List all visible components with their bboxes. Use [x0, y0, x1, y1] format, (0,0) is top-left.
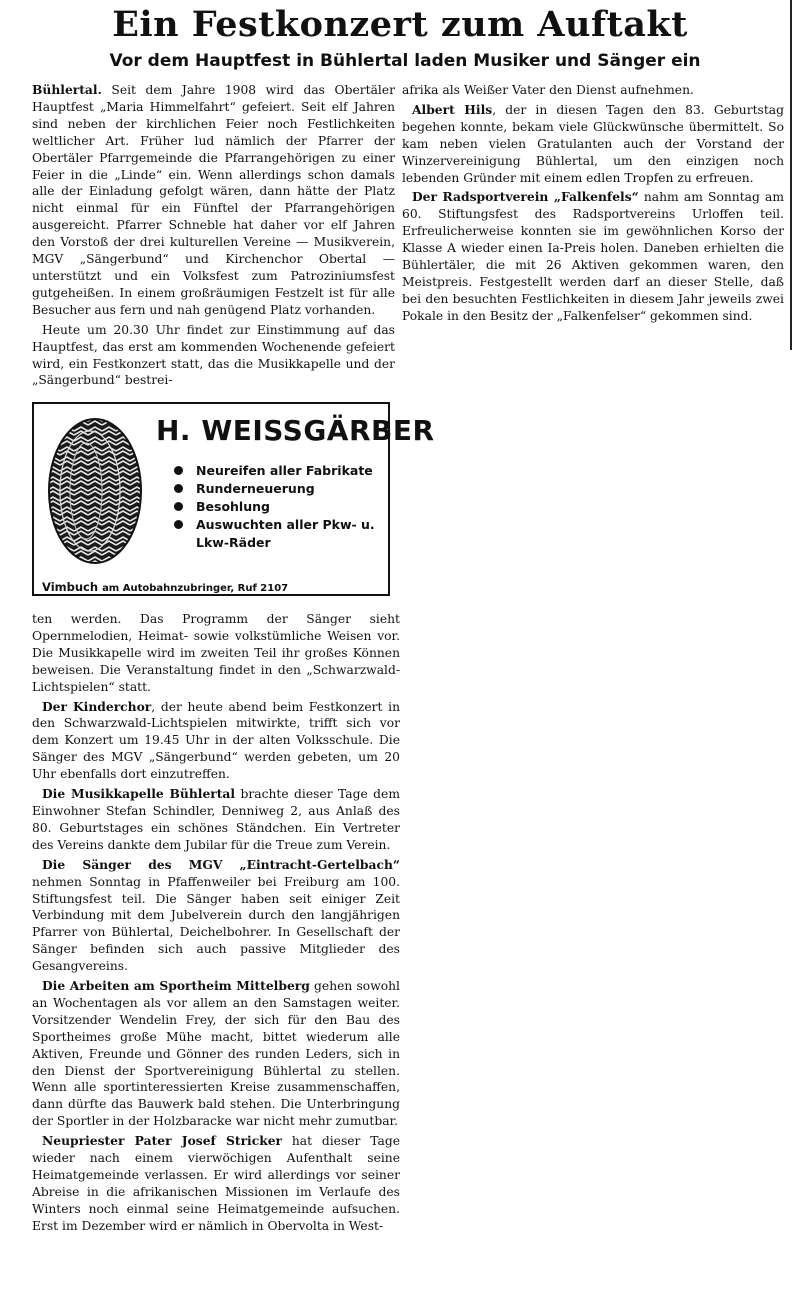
- paragraph-text: Seit dem Jahre 1908 wird das Obertäler Hauptfest „Maria Himmelfahrt“ gefeiert. Seit elf Jahren sind neben der kirchlichen Feier noch Festlichkeiten weltlicher Art. Früher lud nämlich der Pfarrer der Obertäler Pfarrgemeinde die Pfarrangehörigen zu einer Feier in die „Linde“ ein. Wenn allerdings schon damals alle der Einladung gefolgt wären, dann hätte der Platz nicht einmal für ein Fünftel der Pfarrangehörigen ausgereicht. Pfarrer Schneble hat daher vor elf Jahren den Vorstoß der drei kulturellen Vereine — Musikverein, MGV „Sängerbund“ und Kirchenchor Obertal — unterstützt und ein Volksfest zum Patroziniumsfest gutgeheißen. In einem großräumigen Festzelt ist für alle Besucher aus fern und nah genügend Platz vorhanden.: [32, 83, 395, 317]
- column-left-top: [32, 82, 395, 389]
- paragraph-text: nahm am Sonntag am 60. Stiftungsfest des Radsportvereins Urloffen teil. Erfreulicherweise konnten sie im gewöhnlichen Korso der Klasse A wieder einen Ia-Preis holen. Daneben erhielten die Bühlertäler, die mit 26 Aktiven gekommen waren, den Meistpreis. Festgestellt werden darf an dieser Stelle, daß bei den besuchten Festlichkeiten in diesem Jahr jeweils zwei Pokale in den Besitz der „Falkenfelser“ gekommen sind.: [402, 190, 785, 323]
- column-divider: [790, 0, 792, 350]
- paragraph-lead: Die Sänger des MGV „Eintracht-Gertelbach“: [42, 856, 400, 872]
- ad-footer-place: Vimbuch: [42, 580, 99, 594]
- paragraph-lead: Neupriester Pater Josef Stricker: [42, 1133, 283, 1149]
- paragraph: ten werden. Das Programm der Sänger sieht Opernmelodien, Heimat- sowie volkstümliche Weisen vor. Die Musikkapelle wird im zweiten Teil ihr großes Können beweisen. Die Veranstaltung findet in den „Schwarzwald-Lichtspielen“ statt.: [32, 612, 400, 694]
- subheadline: Vor dem Hauptfest in Bühlertal laden Musiker und Sänger ein: [109, 51, 701, 71]
- paragraph: [32, 699, 400, 784]
- paragraph-text: , der heute abend beim Festkonzert in den Schwarzwald-Lichtspielen mitwirkte, trifft sich vor dem Konzert um 19.45 Uhr in der alten Volksschule. Die Sänger des MGV „Sängerbund“ werden gebeten, um 20 Uhr ebenfalls dort einzutreffen.: [32, 699, 400, 782]
- paragraph-lead: Die Musikkapelle Bühlertal: [42, 786, 236, 802]
- paragraph-lead: Die Arbeiten am Sportheim Mittelberg: [42, 978, 310, 994]
- tire-icon: [46, 416, 144, 566]
- paragraph: [32, 857, 400, 975]
- paragraph: Heute um 20.30 Uhr findet zur Einstimmung auf das Hauptfest, das erst am kommenden Wochenende gefeiert wird, ein Festkonzert statt, das die Musikkapelle und der „Sängerbund“ bestrei-: [32, 322, 395, 388]
- dateline: Bühlertal.: [32, 82, 102, 97]
- paragraph-text: , der in diesen Tagen den 83. Geburtstag begehen konnte, bekam viele Glückwünsche übermittelt. So kam neben vielen Gratulanten auch der Vorstand der Winzervereinigung Bühlertal, um den einzigen noch lebenden Gründer mit einem edlen Tropfen zu erfreuen.: [402, 102, 784, 185]
- paragraph-lead: Albert Hils: [412, 101, 493, 117]
- paragraph-lead: Der Kinderchor: [42, 698, 152, 714]
- ad-service-item: Auswuchten aller Pkw- u. Lkw-Räder: [174, 516, 384, 552]
- paragraph-lead: Der Radsportverein „Falkenfels“: [412, 189, 639, 205]
- ad-footer-address: am Autobahnzubringer, Ruf 2107: [102, 583, 289, 594]
- column-right: [402, 82, 784, 325]
- paragraph-text: brachte dieser Tage dem Einwohner Stefan Schindler, Denniweg 2, aus Anlaß des 80. Geburtstages ein schönes Ständchen. Ein Vertreter des Vereins dankte dem Jubilar für die Treue zum Verein.: [32, 787, 400, 852]
- paragraph: [32, 82, 395, 319]
- ad-company-name: H. WEISSGÄRBER: [156, 414, 435, 447]
- paragraph: [32, 786, 400, 854]
- ad-footer: [42, 580, 288, 594]
- advertisement: [32, 402, 435, 596]
- paragraph-text: nehmen Sonntag in Pfaffenweiler bei Freiburg am 100. Stiftungsfest teil. Die Sänger haben seit einiger Zeit Verbindung mit dem Jubelverein durch den langjährigen Pfarrer von Bühlertal, Deichelbohrer. In Gesellschaft der Sänger befinden sich auch passive Mitglieder des Gesangvereins.: [32, 874, 400, 974]
- ad-service-item: Runderneuerung: [174, 480, 384, 498]
- ad-services-list: [174, 462, 384, 552]
- paragraph: [402, 189, 784, 324]
- headline: Ein Festkonzert zum Auftakt: [112, 4, 688, 45]
- paragraph: [32, 1133, 400, 1234]
- paragraph: afrika als Weißer Vater den Dienst aufnehmen.: [402, 83, 694, 97]
- column-left-bottom: [32, 611, 400, 1235]
- paragraph-text: hat dieser Tage wieder nach einem vierwöchigen Aufenthalt seine Heimatgemeinde verlassen. Er wird allerdings vor seiner Abreise in die afrikanischen Missionen im Verlaufe des Winters noch einmal seine Heimatgemeinde aufsuchen. Erst im Dezember wird er nämlich in Obervolta in West-: [32, 1134, 400, 1233]
- paragraph: [402, 102, 784, 187]
- paragraph: [32, 978, 400, 1130]
- ad-service-item: Neureifen aller Fabrikate: [174, 462, 384, 480]
- paragraph-text: gehen sowohl an Wochentagen als vor allem an den Samstagen weiter. Vorsitzender Wendelin Frey, der sich für den Bau des Sportheimes große Mühe macht, bittet wiederum alle Aktiven, Freunde und Gönner des runden Leders, sich in den Dienst der Sportvereinigung Bühlertal zu stellen. Wenn alle sportinteressierten Kreise zusammenschaffen, dann dürfte das Bauwerk bald stehen. Die Unterbringung der Sportler in der Holzbaracke war nicht mehr zumutbar.: [32, 979, 400, 1129]
- ad-service-item: Besohlung: [174, 498, 384, 516]
